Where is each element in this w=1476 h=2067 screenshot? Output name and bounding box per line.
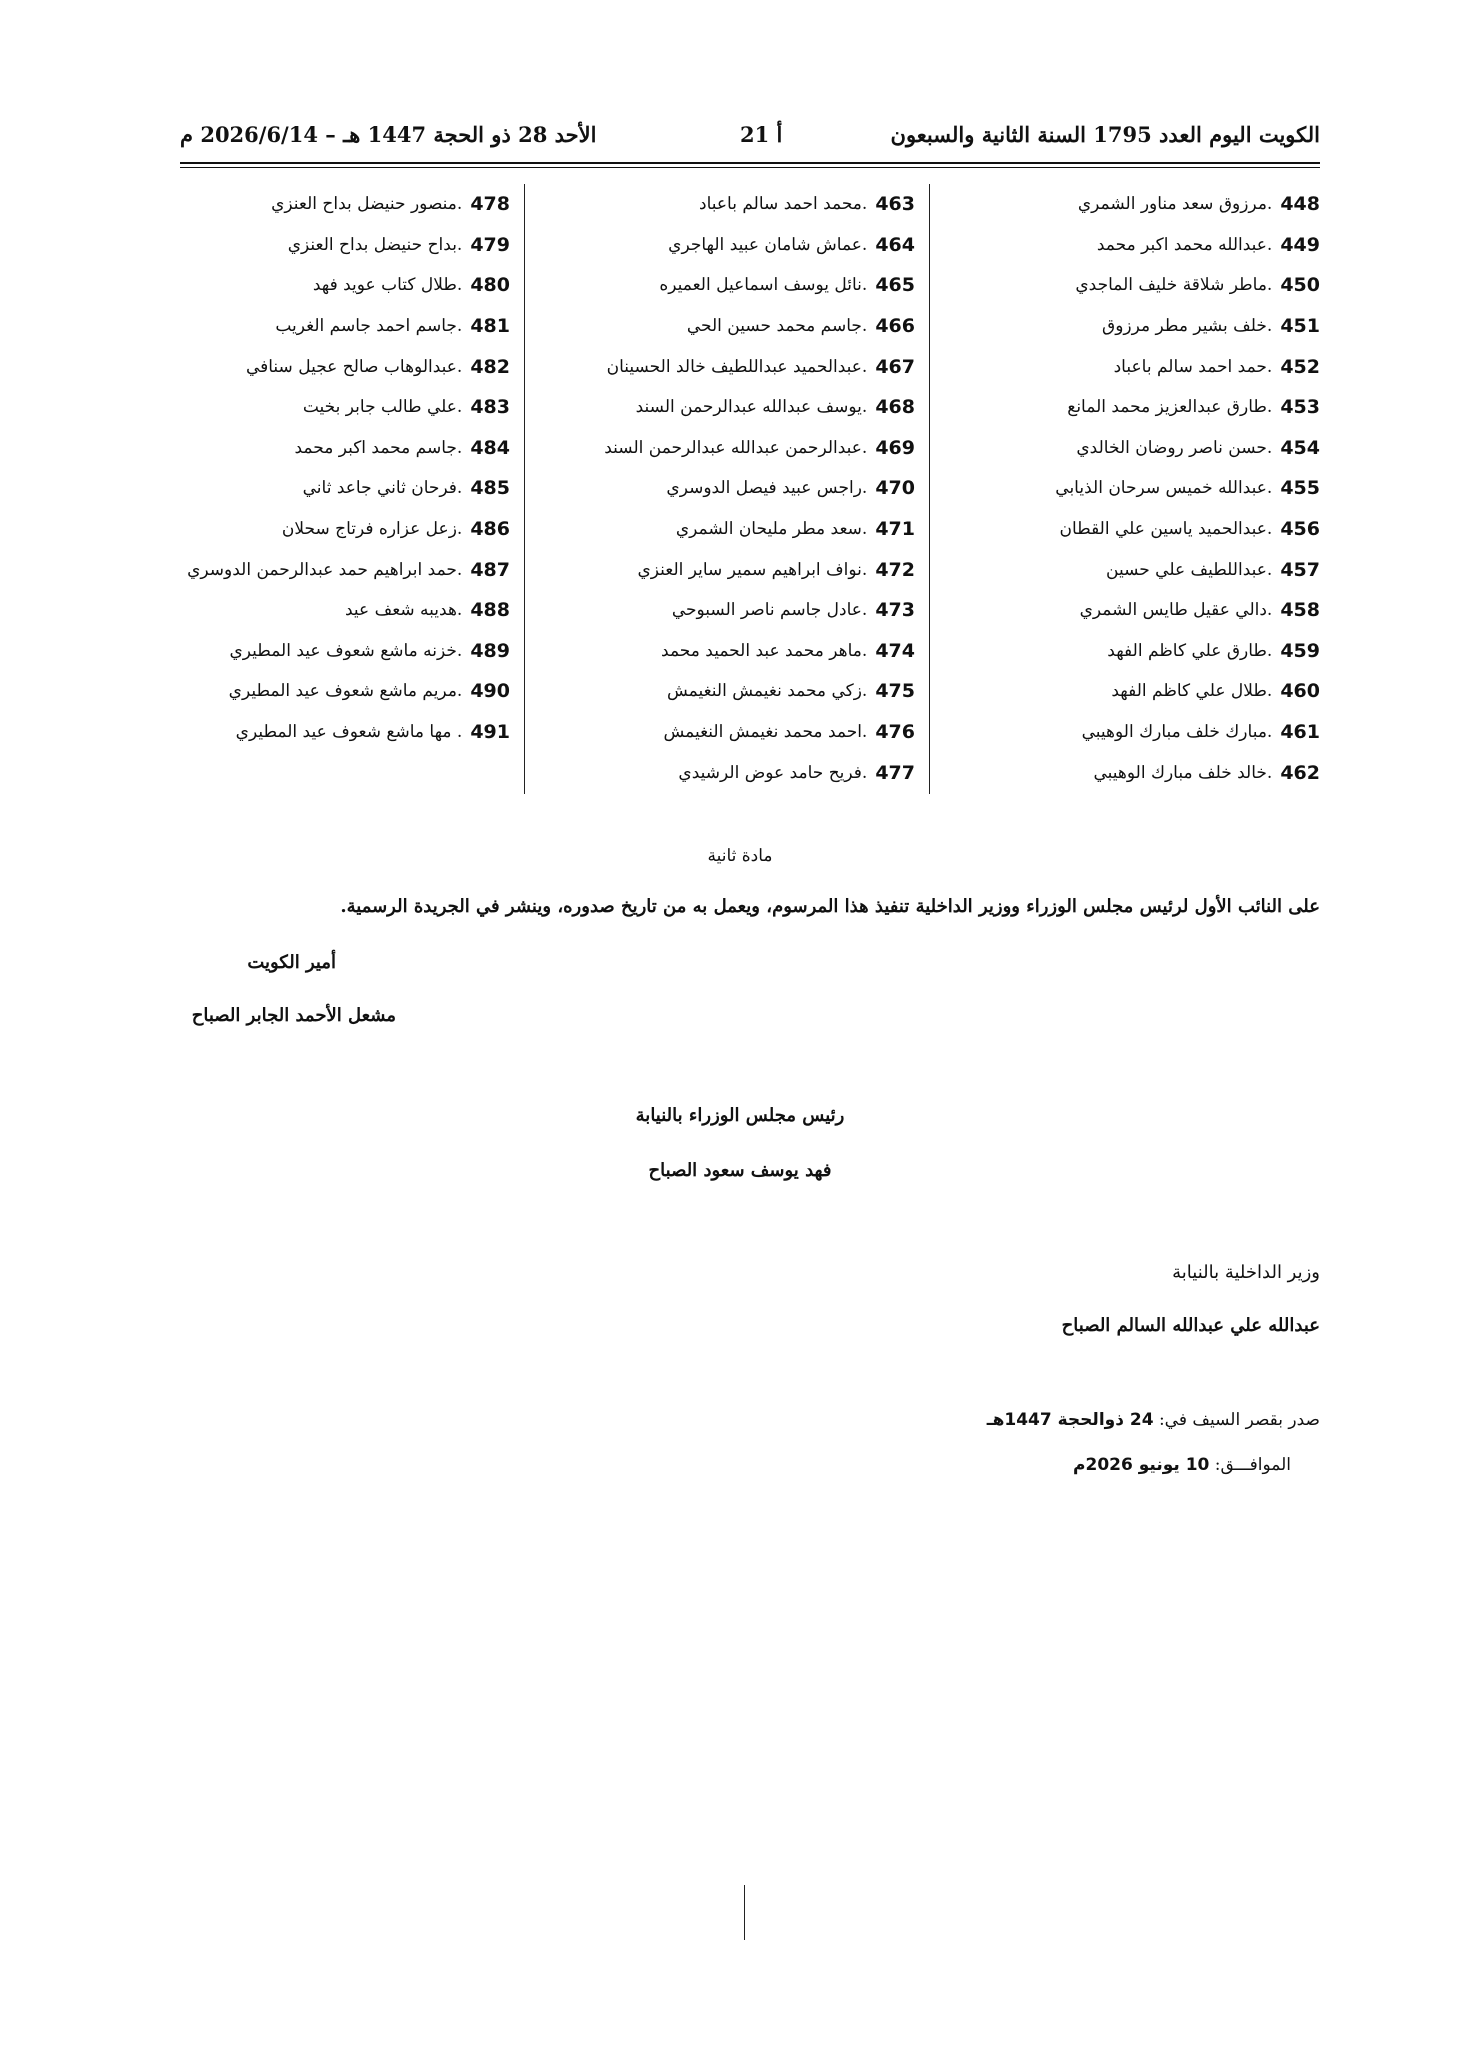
- name-entry: [950, 468, 1320, 509]
- emir-title: أمير الكويت: [247, 952, 336, 973]
- entry-name: .عبدالله خميس سرحان الذيابي: [1055, 478, 1273, 499]
- name-entry: [200, 387, 510, 428]
- entry-name: .خالد خلف مبارك الوهيبي: [1093, 762, 1273, 783]
- emir-name: مشعل الأحمد الجابر الصباح: [191, 1005, 396, 1026]
- name-entry: [555, 184, 915, 225]
- entry-number: 481: [470, 315, 510, 338]
- entry-number: 484: [470, 436, 510, 459]
- name-entry: [555, 306, 915, 347]
- entry-number: 448: [1280, 193, 1320, 216]
- issued-label: صدر بقصر السيف في:: [1158, 1410, 1320, 1430]
- entry-number: 470: [875, 477, 915, 500]
- entry-number: 453: [1280, 396, 1320, 419]
- entry-number: 471: [875, 518, 915, 541]
- names-list: [187, 184, 1320, 794]
- page-number: أ 21: [740, 122, 783, 147]
- name-entry: [200, 590, 510, 631]
- name-entry: [950, 184, 1320, 225]
- column-divider: [929, 184, 930, 794]
- name-entry: [555, 468, 915, 509]
- name-entry: [200, 712, 510, 753]
- entry-name: .محمد احمد سالم باعباد: [699, 194, 868, 215]
- name-entry: [555, 387, 915, 428]
- entry-name: .راجس عبيد فيصل الدوسري: [666, 478, 868, 499]
- name-entry: [555, 225, 915, 266]
- entry-name: .مرزوق سعد مناور الشمري: [1077, 194, 1273, 215]
- name-entry: [200, 346, 510, 387]
- corresponding-label: الموافـــق:: [1214, 1455, 1291, 1475]
- gazette-issue: الكويت اليوم العدد 1795 السنة الثانية والسبعون: [890, 122, 1320, 147]
- name-entry: [950, 549, 1320, 590]
- issue-date: الأحد 28 ذو الحجة 1447 هـ – 2026/6/14 م: [180, 122, 597, 147]
- entry-name: .خلف بشير مطر مرزوق: [1102, 316, 1273, 337]
- entry-name: .عبدالله محمد اكبر محمد: [1096, 234, 1273, 255]
- entry-number: 485: [470, 477, 510, 500]
- entry-number: 473: [875, 599, 915, 622]
- entry-number: 449: [1280, 233, 1320, 256]
- entry-number: 463: [875, 193, 915, 216]
- entry-number: 464: [875, 233, 915, 256]
- names-column-left: [187, 184, 510, 752]
- name-entry: [950, 752, 1320, 793]
- entry-name: .نائل يوسف اسماعيل العميره: [659, 275, 868, 296]
- name-entry: [950, 387, 1320, 428]
- entry-number: 469: [875, 436, 915, 459]
- entry-number: 489: [470, 639, 510, 662]
- entry-number: 466: [875, 315, 915, 338]
- entry-name: .جاسم احمد جاسم الغريب: [275, 316, 463, 337]
- entry-number: 454: [1280, 436, 1320, 459]
- entry-number: 457: [1280, 558, 1320, 581]
- name-entry: [555, 549, 915, 590]
- names-column-right: [950, 184, 1320, 793]
- interior-minister-name: عبدالله علي عبدالله السالم الصباح: [1061, 1315, 1320, 1336]
- entry-name: .عماش شامان عبيد الهاجري: [668, 234, 868, 255]
- entry-number: 477: [875, 761, 915, 784]
- issued-place-date: [987, 1410, 1320, 1430]
- entry-number: 472: [875, 558, 915, 581]
- entry-number: 450: [1280, 274, 1320, 297]
- entry-name: .عبدالحميد ياسين علي القطان: [1059, 519, 1273, 540]
- entry-name: .عبدالوهاب صالح عجيل سنافي: [245, 356, 463, 377]
- name-entry: [200, 468, 510, 509]
- name-entry: [555, 346, 915, 387]
- entry-name: .عبدالرحمن عبدالله عبدالرحمن السند: [604, 437, 868, 458]
- name-entry: [200, 509, 510, 550]
- entry-name: .عبداللطيف علي حسين: [1106, 559, 1273, 580]
- name-entry: [555, 671, 915, 712]
- name-entry: [200, 671, 510, 712]
- entry-number: 451: [1280, 315, 1320, 338]
- entry-number: 455: [1280, 477, 1320, 500]
- issued-gregorian-date: 10 يونيو 2026م: [1073, 1455, 1210, 1475]
- pm-title: رئيس مجلس الوزراء بالنيابة: [635, 1105, 845, 1126]
- entry-number: 459: [1280, 639, 1320, 662]
- entry-number: 476: [875, 721, 915, 744]
- name-entry: [555, 265, 915, 306]
- entry-name: .فريح حامد عوض الرشيدي: [678, 762, 868, 783]
- entry-name: .دالي عقيل طايس الشمري: [1079, 600, 1273, 621]
- names-column-middle: [555, 184, 915, 793]
- entry-number: 468: [875, 396, 915, 419]
- entry-name: .طارق عبدالعزيز محمد المانع: [1067, 397, 1273, 418]
- entry-number: 467: [875, 355, 915, 378]
- name-entry: [555, 428, 915, 469]
- header-rule-thin: [180, 167, 1320, 168]
- entry-name: .حمد احمد سالم باعباد: [1113, 356, 1273, 377]
- entry-number: 490: [470, 680, 510, 703]
- name-entry: [187, 549, 510, 590]
- entry-name: .نواف ابراهيم سمير ساير العنزي: [637, 559, 868, 580]
- name-entry: [555, 590, 915, 631]
- name-entry: [555, 509, 915, 550]
- name-entry: [950, 306, 1320, 347]
- entry-name: .بداح حنيضل بداح العنزي: [287, 234, 463, 255]
- entry-number: 487: [470, 558, 510, 581]
- entry-number: 475: [875, 680, 915, 703]
- entry-number: 465: [875, 274, 915, 297]
- entry-name: .منصور حنيضل بداح العنزي: [271, 194, 463, 215]
- entry-name: .فرحان ثاني جاعد ثاني: [302, 478, 463, 499]
- pm-name: فهد يوسف سعود الصباح: [648, 1160, 832, 1181]
- entry-number: 491: [470, 721, 510, 744]
- entry-name: .طلال كتاب عويد فهد: [312, 275, 463, 296]
- entry-name: .خزنه ماشع شعوف عيد المطيري: [229, 640, 463, 661]
- entry-name: .جاسم محمد حسين الحي: [686, 316, 868, 337]
- name-entry: [950, 428, 1320, 469]
- entry-name: .زعل عزاره فرتاج سحلان: [281, 519, 463, 540]
- entry-name: .جاسم محمد اكبر محمد: [294, 437, 463, 458]
- entry-number: 462: [1280, 761, 1320, 784]
- entry-name: . مها ماشع شعوف عيد المطيري: [235, 722, 463, 743]
- entry-number: 478: [470, 193, 510, 216]
- name-entry: [555, 712, 915, 753]
- entry-name: .عبدالحميد عبداللطيف خالد الحسينان: [606, 356, 868, 377]
- name-entry: [200, 631, 510, 672]
- entry-name: .حسن ناصر روضان الخالدي: [1076, 437, 1273, 458]
- article-text: على النائب الأول لرئيس مجلس الوزراء ووزير الداخلية تنفيذ هذا المرسوم، ويعمل به من تاريخ صدوره، وينشر في الجريدة الرسمية.: [340, 896, 1320, 917]
- entry-number: 461: [1280, 721, 1320, 744]
- name-entry: [950, 509, 1320, 550]
- name-entry: [950, 225, 1320, 266]
- entry-name: .ماطر شلاقة خليف الماجدي: [1075, 275, 1273, 296]
- entry-number: 480: [470, 274, 510, 297]
- entry-name: .مريم ماشع شعوف عيد المطيري: [228, 681, 463, 702]
- page-header: [180, 118, 1320, 158]
- entry-name: .طارق علي كاظم الفهد: [1107, 640, 1273, 661]
- name-entry: [950, 590, 1320, 631]
- entry-number: 458: [1280, 599, 1320, 622]
- name-entry: [555, 752, 915, 793]
- name-entry: [950, 671, 1320, 712]
- entry-number: 486: [470, 518, 510, 541]
- name-entry: [200, 306, 510, 347]
- entry-number: 483: [470, 396, 510, 419]
- footer-divider: [744, 1885, 745, 1940]
- name-entry: [200, 265, 510, 306]
- entry-name: .هديبه شعف عيد: [345, 600, 463, 621]
- name-entry: [950, 265, 1320, 306]
- name-entry: [200, 428, 510, 469]
- entry-number: 456: [1280, 518, 1320, 541]
- entry-name: .مبارك خلف مبارك الوهيبي: [1081, 722, 1273, 743]
- entry-name: .علي طالب جابر بخيت: [302, 397, 463, 418]
- issued-hijri-date: 24 ذوالحجة 1447هـ: [986, 1410, 1154, 1430]
- entry-name: .زكي محمد نغيمش النغيمش: [666, 681, 868, 702]
- entry-name: .طلال علي كاظم الفهد: [1111, 681, 1273, 702]
- interior-minister-title: وزير الداخلية بالنيابة: [1172, 1262, 1320, 1283]
- entry-number: 474: [875, 639, 915, 662]
- entry-number: 482: [470, 355, 510, 378]
- entry-name: .ماهر محمد عبد الحميد محمد: [661, 640, 868, 661]
- entry-name: .سعد مطر مليحان الشمري: [675, 519, 868, 540]
- article-title: مادة ثانية: [707, 846, 773, 866]
- header-rule: [180, 162, 1320, 164]
- name-entry: [555, 631, 915, 672]
- entry-name: .حمد ابراهيم حمد عبدالرحمن الدوسري: [187, 559, 463, 580]
- entry-name: .يوسف عبدالله عبدالرحمن السند: [635, 397, 868, 418]
- entry-number: 460: [1280, 680, 1320, 703]
- issued-gregorian: [1073, 1455, 1291, 1475]
- entry-name: .عادل جاسم ناصر السبوحي: [671, 600, 868, 621]
- entry-number: 452: [1280, 355, 1320, 378]
- name-entry: [200, 225, 510, 266]
- name-entry: [950, 712, 1320, 753]
- name-entry: [200, 184, 510, 225]
- column-divider: [524, 184, 525, 794]
- entry-name: .احمد محمد نغيمش النغيمش: [663, 722, 868, 743]
- entry-number: 488: [470, 599, 510, 622]
- name-entry: [950, 346, 1320, 387]
- entry-number: 479: [470, 233, 510, 256]
- name-entry: [950, 631, 1320, 672]
